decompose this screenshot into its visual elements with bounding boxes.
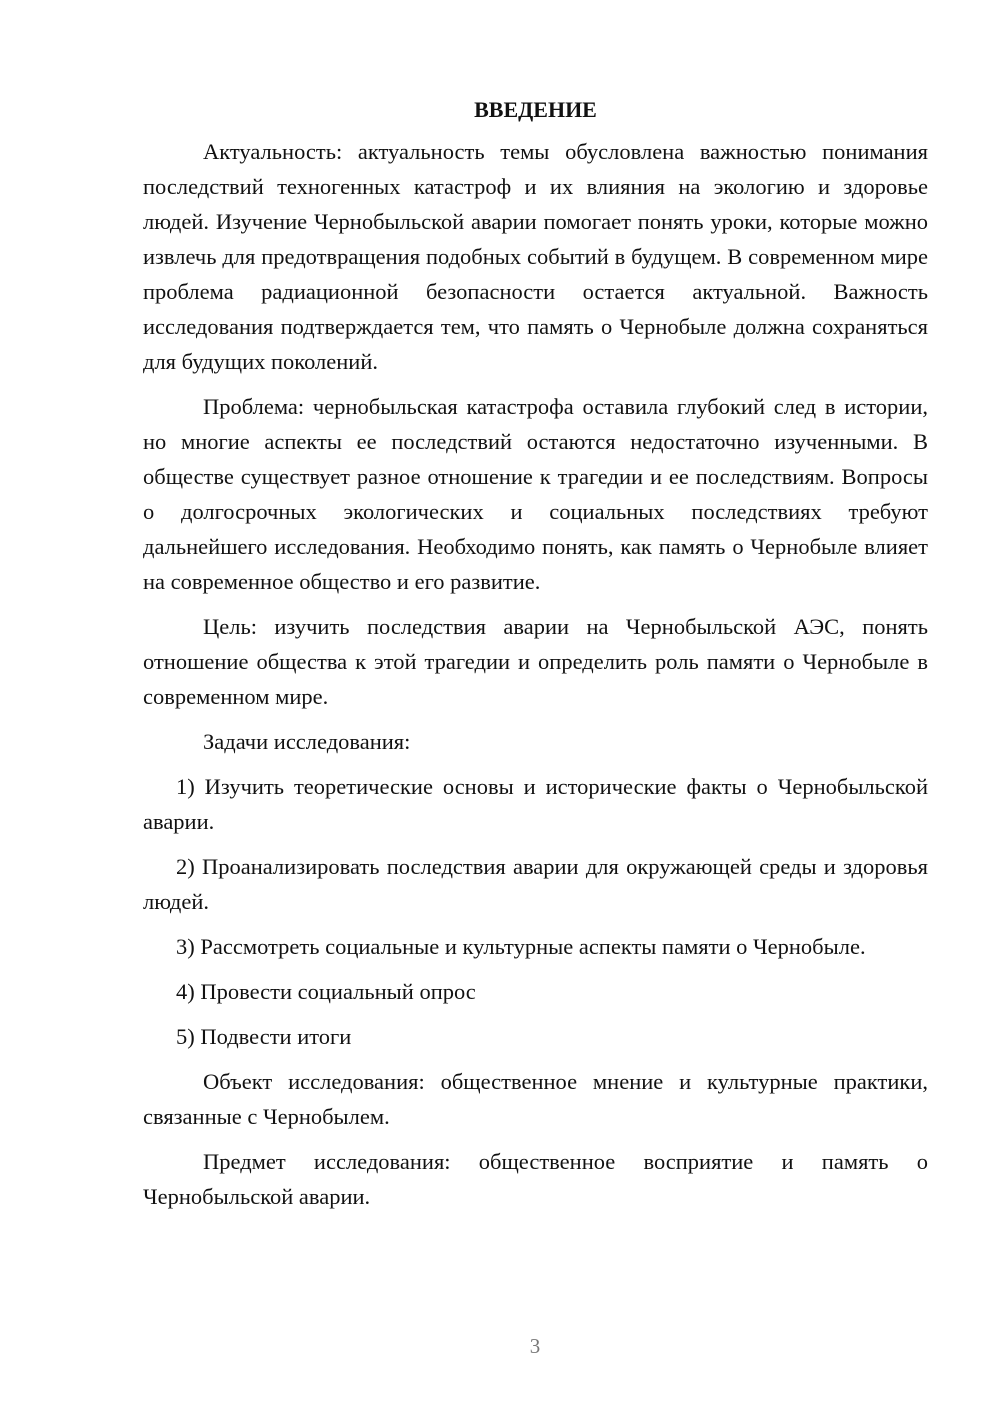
task-item: 3) Рассмотреть социальные и культурные аспекты памяти о Чернобыле. [176, 934, 866, 959]
task-item: 5) Подвести итоги [176, 1024, 352, 1049]
section-title: ВВЕДЕНИЕ [474, 97, 597, 122]
paragraph-goal: Цель: изучить последствия аварии на Чернобыльской АЭС, понять отношение общества к этой трагедии и определить роль памяти о Чернобыле в современном мире. [143, 614, 928, 709]
paragraph-subject: Предмет исследования: общественное восприятие и память о Чернобыльской аварии. [143, 1149, 928, 1209]
task-item: 2) Проанализировать последствия аварии для окружающей среды и здоровья людей. [143, 854, 928, 914]
paragraph-relevance: Актуальность: актуальность темы обусловлена важностью понимания последствий техногенных катастроф и их влияния на экологию и здоровье людей. Изучение Чернобыльской аварии помогает понять уроки, которые можно извлечь для предотвращения подобных событий в будущем. В современном мире проблема радиационной безопасности остается актуальной. Важность исследования подтверждается тем, что память о Чернобыле должна сохраняться для будущих поколений. [143, 139, 928, 374]
paragraph-object: Объект исследования: общественное мнение и культурные практики, связанные с Чернобылем. [143, 1069, 928, 1129]
task-item: 4) Провести социальный опрос [176, 979, 476, 1004]
paragraph-problem: Проблема: чернобыльская катастрофа оставила глубокий след в истории, но многие аспекты ее последствий остаются недостаточно изученными. В обществе существует разное отношение к трагедии и ее последствиям. Вопросы о долгосрочных экологических и социальных последствиях требуют дальнейшего исследования. Необходимо понять, как память о Чернобыле влияет на современное общество и его развитие. [143, 394, 928, 594]
task-item: 1) Изучить теоретические основы и исторические факты о Чернобыльской аварии. [143, 774, 928, 834]
page-number: 3 [529, 1334, 541, 1358]
paragraph-tasks-heading: Задачи исследования: [203, 729, 411, 754]
document-page [143, 92, 928, 1224]
